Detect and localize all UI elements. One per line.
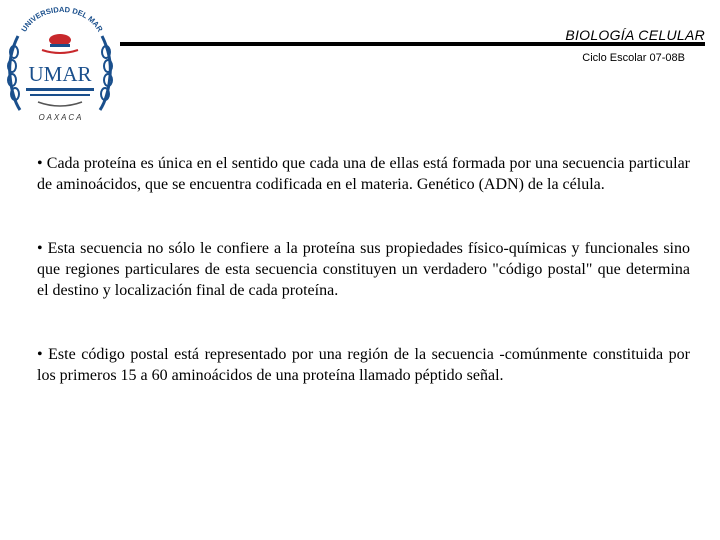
svg-text:UNIVERSIDAD DEL MAR xyxy=(19,6,105,34)
university-logo xyxy=(4,6,116,124)
logo-arc-text: UNIVERSIDAD DEL MAR xyxy=(19,6,105,34)
paragraph-postal-code: • Esta secuencia no sólo le confiere a la proteína sus propiedades físico-químicas y funcionales sino que regiones particulares de esta secuencia constituyen un verdadero "código postal" que determina el destino y localización final de cada proteína. xyxy=(37,240,690,299)
paragraph-protein-uniqueness: • Cada proteína es única en el sentido que cada una de ellas está formada por una secuencia particular de aminoácidos, que se encuentra codificada en el materia. Genético (ADN) de la célula. xyxy=(37,155,690,193)
logo-city: O A X A C A xyxy=(38,113,82,122)
logo-initials: UMAR xyxy=(28,62,92,86)
course-title: BIOLOGÍA CELULAR xyxy=(565,27,705,43)
school-term: Ciclo Escolar 07-08B xyxy=(582,52,685,64)
paragraph-signal-peptide: • Este código postal está representado por una región de la secuencia -comúnmente constituida por los primeros 15 a 60 aminoácidos de una proteína llamado péptido señal. xyxy=(37,346,690,384)
slide-content xyxy=(37,153,690,386)
